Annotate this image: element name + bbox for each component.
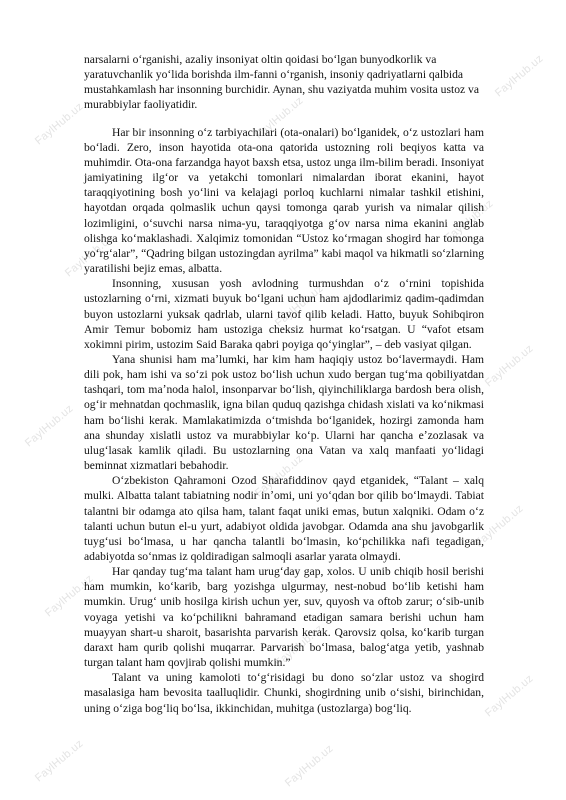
watermark: FaylHub.uz	[33, 100, 86, 148]
watermark: FaylHub.uz	[483, 342, 536, 390]
watermark: FaylHub.uz	[33, 737, 86, 785]
watermark: FaylHub.uz	[273, 622, 326, 670]
watermark: FaylHub.uz	[483, 672, 536, 720]
watermark: FaylHub.uz	[253, 452, 306, 500]
watermark: FaylHub.uz	[493, 52, 546, 100]
watermark: FaylHub.uz	[273, 282, 326, 330]
watermark: FaylHub.uz	[43, 572, 96, 620]
watermark: FaylHub.uz	[23, 402, 76, 450]
document-body	[84, 52, 484, 716]
watermark: FaylHub.uz	[473, 502, 526, 550]
paragraph: Talant va uning kamoloti toʻgʻrisidagi bu dono soʻzlar ustoz va shogird masalasiga ham bevosita taalluqlidir. Chunki, shogirdning unib oʻsishi, birinchidan, uning oʻziga bogʻliq boʻlsa, ikkinchidan, muhitga (ustozlarga) bogʻliq.	[84, 671, 484, 715]
paragraph: Yana shunisi ham maʼlumki, har kim ham haqiqiy ustoz boʻlavermaydi. Ham dili pok, ham ishi va soʻzi pok ustoz boʻlish uchun xudo bergan tugʻma qobiliyatdan tashqari, tom maʼnoda halol, insonparvar boʻlish, qiyinchiliklarga bardosh bera olish, ogʻir mehnatdan qochmaslik, igna bilan quduq qazishga chidash xislati va koʻnikmasi ham boʻlishi kerak. Mamlakatimizda oʻtmishda boʻlganidek, hozirgi zamonda ham ana shunday xislatli ustoz va murabbiylar koʻp. Ularni har qancha eʼzozlasak va ulugʻlasak kamlik qiladi. Bu ustozlarning ona Vatan va xalq manfaati yoʻlidagi beminnat xizmatlari bebahodir.	[84, 352, 484, 473]
paragraph: Har qanday tugʻma talant ham urugʻday gap, xolos. U unib chiqib hosil berishi ham mumkin, koʻkarib, barg yozishga ulgurmay, nest-nobud boʻlib ketishi ham mumkin. Urugʻ unib hosilga kirish uchun yer, suv, quyosh va oftob zarur; oʻsib-unib voyaga yetishi va koʻpchilikni bahramand etadigan samara berishi uchun ham muayyan shart-u sharoit, basarishta parvarish kerak. Qarovsiz qolsa, koʻkarib turgan daraxt ham qurib qolishi muqarrar. Parvarish boʻlmasa, balogʻatga yetib, yashnab turgan talant ham qovjirab qolishi mumkin.”	[84, 565, 484, 670]
paragraph: Oʻzbekiston Qahramoni Ozod Sharafiddinov qayd etganidek, “Talant – xalq mulki. Albatta talant tabiatning nodir inʼomi, uni yoʻqdan bor qilib boʻlmaydi. Tabiat talantni bir odamga ato qilsa ham, talant faqat uniki emas, butun xalqniki. Odam oʻz talanti uchun butun el-u yurt, adabiyot oldida javobgar. Odamda ana shu javobgarlik tuygʻusi boʻlmasa, u har qancha talantli boʻlmasin, koʻpchilikka nafi tegadigan, adabiyotda soʻnmas iz qoldiradigan salmoqli asarlar yarata olmaydi.	[84, 474, 484, 563]
paragraph: Har bir insonning oʻz tarbiyachilari (ota-onalari) boʻlganidek, oʻz ustozlari ham boʻladi. Zero, inson hayotida ota-ona qatorida ustozning roli beqiyos katta va muhimdir. Ota-ona farzandga hayot baxsh etsa, ustoz unga ilm-bilim beradi. Insoniyat jamiyatining ilgʻor va yetakchi tomonlari nimalardan iborat ekanini, hayot taraqqiyotining bosh yoʻlini va kelajagi porloq kuchlarni nimalar tashkil etishini, hayotdan orqada qolmaslik uchun qaysi tomonga qarab yurish va nimalar qilish lozimligini, oʻsuvchi narsa nima-yu, taraqqiyotga gʻov narsa nima ekanini anglab olishga koʻmaklashadi. Xalqimiz tomonidan “Ustoz koʻrmagan shogird har tomonga yoʻrgʻalar”, “Qadring bilgan ustozingdan ayrilma” kabi maqol va hikmatli soʻzlarning yaratilishi bejiz emas, albatta.	[84, 125, 484, 276]
paragraph: Insonning, xususan yosh avlodning turmushdan oʻz oʻrnini topishida ustozlarning oʻrni, xizmati buyuk boʻlgani uchun ham ajdodlarimiz qadim-qadimdan buyon ustozlarni yuksak qadrlab, ularni tavof qilib keladi. Hatto, buyuk Sohibqiron Amir Temur bobomiz ham ustoziga cheksiz hurmat koʻrsatgan. U “vafot etsam xokimni pirim, ustozim Said Baraka qabri poyiga qoʻyinglar”, – deb vasiyat qilgan.	[84, 277, 484, 351]
watermark: FaylHub.uz	[283, 742, 336, 790]
watermark: FaylHub.uz	[63, 232, 116, 280]
watermark: FaylHub.uz	[443, 197, 496, 245]
paragraph: narsalarni oʻrganishi, azaliy insoniyat oltin qoidasi boʻlgan bunyodkorlik va yaratuvchanlik yoʻlida borishda ilm-fanni oʻrganish, insoniy qadriyatlarni qalbida mustahkamlash har insonning burchidir. Aynan, shu vaziyatda muhim vosita ustoz va murabbiylar faoliyatidir.	[84, 53, 479, 112]
watermark: FaylHub.uz	[253, 94, 306, 142]
